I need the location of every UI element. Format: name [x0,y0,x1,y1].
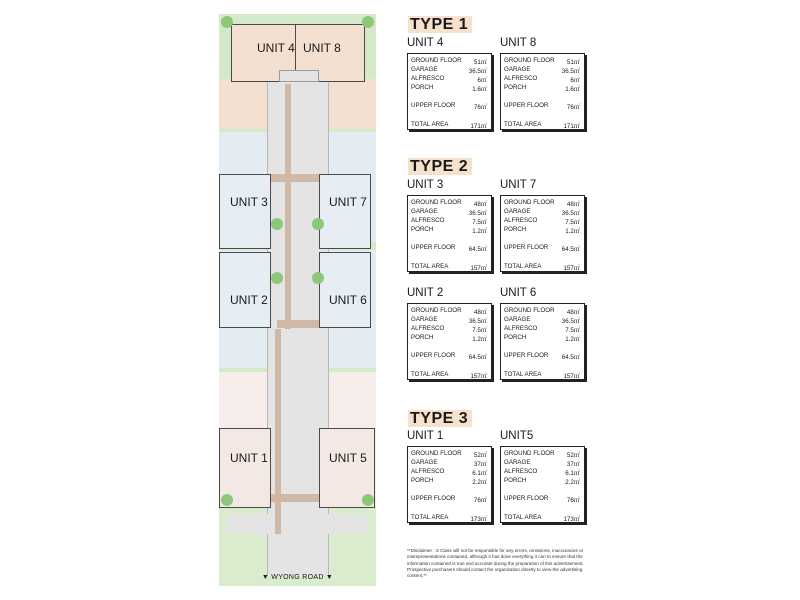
spec-row [411,208,487,217]
spec-value: 1.6㎡ [472,86,487,93]
path-cross-mid [277,320,321,328]
spec-value: 36.5㎡ [468,318,487,325]
spec-row [504,477,580,486]
spec-value: 36.5㎡ [468,68,487,75]
spec-row [411,468,487,477]
spec-label: UPPER FLOOR [411,495,456,502]
spec-label: GARAGE [504,208,531,215]
spec-label: PORCH [411,477,434,484]
spec-row [504,75,580,84]
spec-label: TOTAL AREA [504,121,542,128]
spec-row [504,450,580,459]
spec-value: 157㎡ [563,373,580,380]
unit-8-label: UNIT 8 [303,41,341,55]
spec-row [504,217,580,226]
unit-3-block[interactable] [219,174,271,249]
unit-6-block[interactable] [319,252,371,328]
unit-4-spec-card [407,53,492,130]
spec-value: 171㎡ [563,123,580,130]
spec-value: 76㎡ [473,497,487,504]
spec-row [504,352,580,361]
spec-value: 36.5㎡ [561,210,580,217]
spec-label: GROUND FLOOR [504,57,555,64]
spec-label: GROUND FLOOR [411,199,462,206]
spec-label: PORCH [411,84,434,91]
spec-row [504,334,580,343]
spec-label: TOTAL AREA [504,514,542,521]
tree-icon [312,272,324,284]
spec-row [504,459,580,468]
spec-label: GARAGE [411,316,438,323]
spec-label: UPPER FLOOR [411,102,456,109]
spec-value: 1.2㎡ [472,228,487,235]
unit-5-title: UNIT5 [500,430,534,442]
tree-icon [221,494,233,506]
spec-value: 48㎡ [566,309,580,316]
spec-value: 52㎡ [473,452,487,459]
unit-3-label: UNIT 3 [230,195,268,209]
spec-label: PORCH [504,477,527,484]
path-vertical-left [285,84,291,329]
spec-label: GROUND FLOOR [411,450,462,457]
spec-value: 1.2㎡ [472,336,487,343]
spec-row [411,325,487,334]
spec-row [411,226,487,235]
spec-value: 173㎡ [563,516,580,523]
spec-label: GROUND FLOOR [504,199,555,206]
spec-row [411,263,487,272]
spec-row [411,477,487,486]
spec-label: TOTAL AREA [411,263,449,270]
spec-value: 36.5㎡ [561,68,580,75]
spec-row [504,84,580,93]
spec-value: 173㎡ [470,516,487,523]
spec-value: 64.5㎡ [468,354,487,361]
spec-value: 157㎡ [470,373,487,380]
road-label: ▼ WYONG ROAD ▼ [261,574,334,581]
spec-value: 7.5㎡ [565,219,580,226]
unit-6-spec-card [500,303,585,380]
tree-icon [271,218,283,230]
spec-label: TOTAL AREA [411,514,449,521]
type-2-heading: TYPE 2 [408,158,472,176]
spec-value: 157㎡ [563,265,580,272]
spec-label: GARAGE [504,459,531,466]
spec-label: UPPER FLOOR [504,102,549,109]
spec-value: 64.5㎡ [561,246,580,253]
spec-row [504,226,580,235]
spec-row [504,514,580,523]
spec-label: TOTAL AREA [411,121,449,128]
spec-value: 76㎡ [566,104,580,111]
type-3-heading: TYPE 3 [408,410,472,428]
unit-5-label: UNIT 5 [329,451,367,465]
spec-value: 6㎡ [477,77,487,84]
type-1-heading: TYPE 1 [408,16,472,34]
spec-label: GARAGE [411,66,438,73]
spec-row [411,316,487,325]
site-plan [219,14,376,586]
spec-label: UPPER FLOOR [504,352,549,359]
spec-value: 76㎡ [566,497,580,504]
spec-label: UPPER FLOOR [411,244,456,251]
spec-row [411,57,487,66]
spec-value: 76㎡ [473,104,487,111]
spec-value: 2.2㎡ [472,479,487,486]
spec-value: 52㎡ [566,452,580,459]
spec-row [504,244,580,253]
unit-8-spec-card [500,53,585,130]
spec-label: PORCH [504,226,527,233]
spec-label: GROUND FLOOR [504,450,555,457]
spec-value: 171㎡ [470,123,487,130]
spec-label: TOTAL AREA [504,263,542,270]
spec-label: GARAGE [504,316,531,323]
spec-label: ALFRESCO [411,217,445,224]
spec-value: 48㎡ [473,201,487,208]
unit-6-title: UNIT 6 [500,287,537,299]
spec-label: ALFRESCO [411,325,445,332]
spec-row [411,66,487,75]
spec-row [411,459,487,468]
spec-row [411,514,487,523]
spec-row [411,371,487,380]
unit-6-label: UNIT 6 [329,293,367,307]
spec-label: ALFRESCO [504,217,538,224]
spec-row [504,495,580,504]
spec-row [411,121,487,130]
spec-label: GARAGE [411,459,438,466]
spec-label: TOTAL AREA [504,371,542,378]
path-cross-top [269,174,321,182]
spec-value: 2.2㎡ [565,479,580,486]
spec-row [411,495,487,504]
spec-row [411,217,487,226]
spec-label: UPPER FLOOR [411,352,456,359]
unit-4-label: UNIT 4 [257,41,295,55]
spec-label: GROUND FLOOR [504,307,555,314]
unit-3-spec-card [407,195,492,272]
spec-row [504,307,580,316]
unit-7-label: UNIT 7 [329,195,367,209]
spec-value: 1.6㎡ [565,86,580,93]
unit-4-title: UNIT 4 [407,37,444,49]
unit-1-spec-card [407,446,492,523]
unit-2-spec-card [407,303,492,380]
spec-row [411,352,487,361]
spec-label: PORCH [504,84,527,91]
spec-label: GARAGE [411,208,438,215]
spec-value: 1.2㎡ [565,228,580,235]
spec-row [411,199,487,208]
path-vertical-right [275,329,281,534]
spec-value: 37㎡ [566,461,580,468]
spec-value: 64.5㎡ [468,246,487,253]
spec-row [504,468,580,477]
spec-row [411,334,487,343]
unit-7-title: UNIT 7 [500,179,537,191]
spec-label: TOTAL AREA [411,371,449,378]
spec-row [411,75,487,84]
spec-label: PORCH [504,334,527,341]
spec-value: 51㎡ [473,59,487,66]
spec-row [504,263,580,272]
path-cross-bottom [267,494,327,502]
spec-value: 64.5㎡ [561,354,580,361]
spec-label: ALFRESCO [504,75,538,82]
spec-row [411,102,487,111]
tree-icon [312,218,324,230]
spec-label: ALFRESCO [504,468,538,475]
spec-row [504,371,580,380]
tree-icon [362,16,374,28]
spec-row [504,121,580,130]
spec-value: 36.5㎡ [468,210,487,217]
spec-value: 6㎡ [570,77,580,84]
spec-row [411,84,487,93]
tree-icon [221,16,233,28]
spec-label: GARAGE [504,66,531,73]
spec-label: ALFRESCO [411,75,445,82]
unit-1-title: UNIT 1 [407,430,444,442]
spec-value: 7.5㎡ [472,327,487,334]
front-parking [227,514,367,534]
spec-row [504,325,580,334]
spec-label: ALFRESCO [504,325,538,332]
spec-row [504,102,580,111]
unit-2-block[interactable] [219,252,271,328]
spec-value: 7.5㎡ [472,219,487,226]
spec-value: 7.5㎡ [565,327,580,334]
unit-2-title: UNIT 2 [407,287,444,299]
spec-row [504,316,580,325]
unit-5-spec-card [500,446,585,523]
tree-icon [271,272,283,284]
unit-7-spec-card [500,195,585,272]
tree-icon [362,494,374,506]
spec-label: PORCH [411,226,434,233]
spec-label: GROUND FLOOR [411,57,462,64]
type1-entry [279,70,319,82]
spec-row [504,57,580,66]
spec-value: 48㎡ [566,201,580,208]
spec-label: ALFRESCO [411,468,445,475]
spec-value: 37㎡ [473,461,487,468]
spec-label: UPPER FLOOR [504,495,549,502]
unit-1-label: UNIT 1 [230,451,268,465]
disclaimer: **Disclaimer : S Class will not be responsible for any errors, omissions, inaccuracies or misrepresentations contained, although it has done everything it can to ensure that the information contained is true and accurate during the preparation of this advertisement. Prospective purchasers should contact the organization directly to view the advertising content.** [407,548,584,579]
spec-row [411,450,487,459]
spec-label: UPPER FLOOR [504,244,549,251]
unit-8-title: UNIT 8 [500,37,537,49]
spec-value: 157㎡ [470,265,487,272]
spec-row [411,244,487,253]
spec-row [411,307,487,316]
spec-row [504,199,580,208]
unit-2-label: UNIT 2 [230,293,268,307]
spec-value: 51㎡ [566,59,580,66]
spec-label: GROUND FLOOR [411,307,462,314]
spec-label: PORCH [411,334,434,341]
unit-3-title: UNIT 3 [407,179,444,191]
spec-value: 1.2㎡ [565,336,580,343]
spec-value: 6.1㎡ [472,470,487,477]
spec-value: 48㎡ [473,309,487,316]
spec-row [504,66,580,75]
spec-value: 6.1㎡ [565,470,580,477]
unit-7-block[interactable] [319,174,371,249]
spec-row [504,208,580,217]
spec-value: 36.5㎡ [561,318,580,325]
